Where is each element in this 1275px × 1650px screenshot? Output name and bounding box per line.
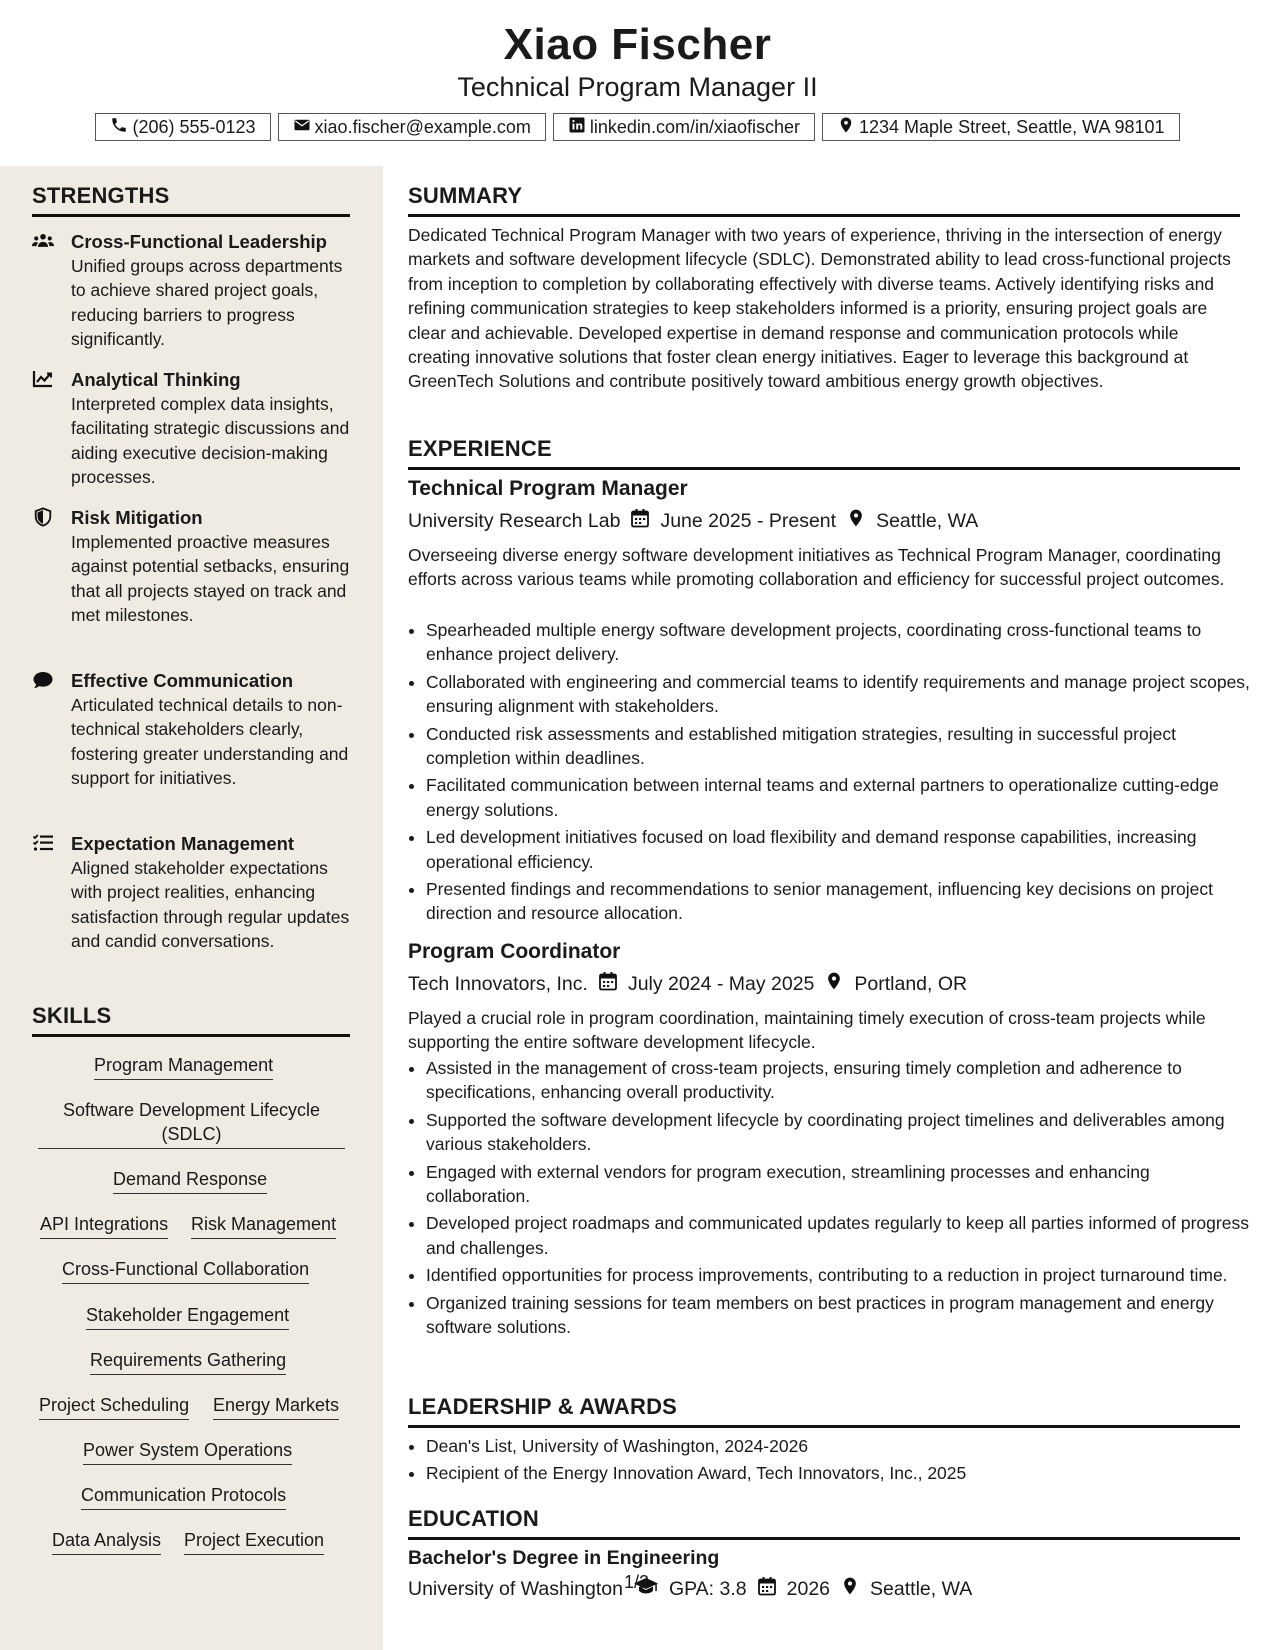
strengths-heading: STRENGTHS (32, 183, 350, 217)
education-year: 2026 (786, 1577, 831, 1600)
shield-icon (32, 507, 56, 527)
contact-address (822, 113, 1180, 141)
strength-item (32, 669, 352, 791)
strength-item (32, 368, 352, 490)
skill-tag: Demand Response (113, 1167, 267, 1194)
strength-description: Unified groups across departments to achieve shared project goals, reducing barriers to progress significantly. (71, 256, 343, 350)
strength-item (32, 832, 352, 954)
skill-tag: Power System Operations (83, 1438, 292, 1465)
bullet-item: • Collaborated with engineering and commercial teams to identify requirements and manage project scopes, ensuring alignment with stakeholders. (426, 670, 1258, 719)
resume-header (0, 0, 1275, 166)
leadership-heading: LEADERSHIP & AWARDS (408, 1394, 1240, 1428)
summary-heading: SUMMARY (408, 183, 1240, 217)
strength-title: Analytical Thinking (71, 369, 241, 390)
contact-address-text: 1234 Maple Street, Seattle, WA 98101 (859, 116, 1165, 137)
leadership-list (408, 1434, 1258, 1489)
education-meta (408, 1576, 972, 1602)
job-organization: University Research Lab (408, 509, 621, 532)
candidate-title: Technical Program Manager II (457, 72, 818, 102)
contact-phone (95, 113, 270, 141)
contact-phone-text: (206) 555-0123 (132, 116, 256, 137)
strength-item (32, 506, 352, 628)
skill-tag: Cross-Functional Collaboration (62, 1257, 309, 1284)
bullet-item: • Spearheaded multiple energy software development projects, coordinating cross-functional teams to enhance project delivery. (426, 618, 1258, 667)
strength-item (32, 230, 352, 352)
contact-email[interactable] (278, 113, 546, 141)
chat-bubble-icon (32, 670, 56, 690)
contact-email-text: xiao.fischer@example.com (314, 116, 531, 137)
users-icon (32, 231, 56, 251)
envelope-icon (293, 116, 311, 139)
job-intro: Played a crucial role in program coordination, maintaining timely execution of cross-team projects while supporting the entire software development lifecycle. (408, 1008, 1206, 1053)
job-intro: Overseeing diverse energy software development initiatives as Technical Program Manager, coordinating efforts across various teams while promoting collaboration and efficiency for successful project outcomes. (408, 545, 1225, 590)
job-meta (408, 508, 978, 534)
location-pin-icon (846, 508, 866, 534)
education-gpa: GPA: 3.8 (668, 1577, 747, 1600)
phone-icon (110, 116, 128, 139)
job-title: Technical Program Manager (408, 477, 688, 500)
education-location: Seattle, WA (870, 1577, 973, 1600)
job-meta (408, 971, 967, 997)
calendar-icon (598, 971, 618, 997)
skill-tag: Risk Management (191, 1212, 336, 1239)
skill-tag: Data Analysis (52, 1528, 161, 1555)
page-number: 1/2 (624, 1572, 650, 1592)
sidebar (0, 166, 383, 1650)
job-location: Seattle, WA (876, 509, 979, 532)
skill-tag: Project Execution (184, 1528, 324, 1555)
strength-title: Risk Mitigation (71, 507, 203, 528)
skill-tag: Project Scheduling (39, 1393, 189, 1420)
degree-title: Bachelor's Degree in Engineering (408, 1547, 720, 1569)
strength-title: Cross-Functional Leadership (71, 231, 327, 252)
contact-linkedin[interactable] (553, 113, 815, 141)
job-title: Program Coordinator (408, 940, 621, 963)
bullet-item: • Assisted in the management of cross-team projects, ensuring timely completion and adherence to specifications, enhancing overall productivity. (426, 1056, 1258, 1105)
skill-tag: API Integrations (40, 1212, 168, 1239)
skills-heading: SKILLS (32, 1003, 350, 1037)
bullet-item: • Led development initiatives focused on load flexibility and demand response capabilities, increasing operational efficiency. (426, 825, 1258, 874)
location-pin-icon (837, 116, 855, 139)
experience-heading: EXPERIENCE (408, 436, 1240, 470)
job-dates: June 2025 - Present (660, 509, 837, 532)
award-item: • Dean's List, University of Washington, 2024-2026 (426, 1434, 1258, 1458)
award-item: • Recipient of the Energy Innovation Award, Tech Innovators, Inc., 2025 (426, 1461, 1258, 1485)
calendar-icon (630, 508, 650, 534)
chart-line-icon (32, 369, 56, 389)
strength-description: Implemented proactive measures against potential setbacks, ensuring that all projects stayed on track and met milestones. (71, 532, 350, 626)
skill-tag: Software Development Lifecycle (SDLC) (38, 1098, 345, 1149)
bullet-item: • Engaged with external vendors for program execution, streamlining processes and enhancing collaboration. (426, 1160, 1258, 1209)
education-heading: EDUCATION (408, 1506, 1240, 1540)
job-location: Portland, OR (854, 972, 968, 995)
job-bullets (408, 1056, 1258, 1342)
skill-tag: Requirements Gathering (90, 1348, 286, 1375)
strength-description: Articulated technical details to non-technical stakeholders clearly, fostering greater understanding and support for initiatives. (71, 695, 349, 789)
skill-tag: Communication Protocols (81, 1483, 286, 1510)
bullet-item: • Developed project roadmaps and communicated updates regularly to keep all parties informed of progress and challenges. (426, 1211, 1258, 1260)
job-dates: July 2024 - May 2025 (627, 972, 815, 995)
strength-title: Effective Communication (71, 670, 294, 691)
contact-linkedin-text: linkedin.com/in/xiaofischer (589, 116, 800, 137)
skill-tag: Stakeholder Engagement (86, 1303, 289, 1330)
skill-tag: Program Management (94, 1053, 273, 1080)
contact-bar (0, 113, 1275, 141)
bullet-item: • Conducted risk assessments and established mitigation strategies, resulting in successful project completion within deadlines. (426, 722, 1258, 771)
summary-text: Dedicated Technical Program Manager with two years of experience, thriving in the intersection of energy markets and software development lifecycle (SDLC). Demonstrated ability to lead cross-functional projects from inception to completion by collaborating effectively with diverse teams. Actively identifying risks and refining communication strategies to keep stakeholders informed is a priority, ensuring project goals are clear and achievable. Developed expertise in demand response and communication protocols while creating innovative solutions that foster clean energy initiatives. Eager to leverage this background at GreenTech Solutions and contribute positively toward ambitious energy growth objectives. (408, 225, 1231, 392)
strength-title: Expectation Management (71, 833, 295, 854)
candidate-name: Xiao Fischer (503, 20, 772, 69)
bullet-item: • Presented findings and recommendations to senior management, influencing key decisions on project direction and resource allocation. (426, 877, 1258, 926)
bullet-item: • Identified opportunities for process improvements, contributing to a reduction in project turnaround time. (426, 1263, 1258, 1287)
skill-tag: Energy Markets (213, 1393, 339, 1420)
calendar-icon (757, 1576, 777, 1602)
school-name: University of Washington (408, 1577, 623, 1600)
linkedin-icon (568, 116, 586, 139)
strength-description: Interpreted complex data insights, facilitating strategic discussions and aiding executive decision-making processes. (71, 394, 350, 488)
bullet-item: • Facilitated communication between internal teams and external partners to operationalize cutting-edge energy solutions. (426, 773, 1258, 822)
bullet-item: • Supported the software development lifecycle by coordinating project timelines and deliverables among various stakeholders. (426, 1108, 1258, 1157)
job-organization: Tech Innovators, Inc. (408, 972, 588, 995)
job-bullets (408, 618, 1258, 929)
bullet-item: • Organized training sessions for team members on best practices in program management and energy software solutions. (426, 1291, 1258, 1340)
checklist-icon (32, 833, 56, 853)
strength-description: Aligned stakeholder expectations with project realities, enhancing satisfaction through regular updates and candid conversations. (71, 858, 350, 952)
location-pin-icon (840, 1576, 860, 1602)
location-pin-icon (824, 971, 844, 997)
